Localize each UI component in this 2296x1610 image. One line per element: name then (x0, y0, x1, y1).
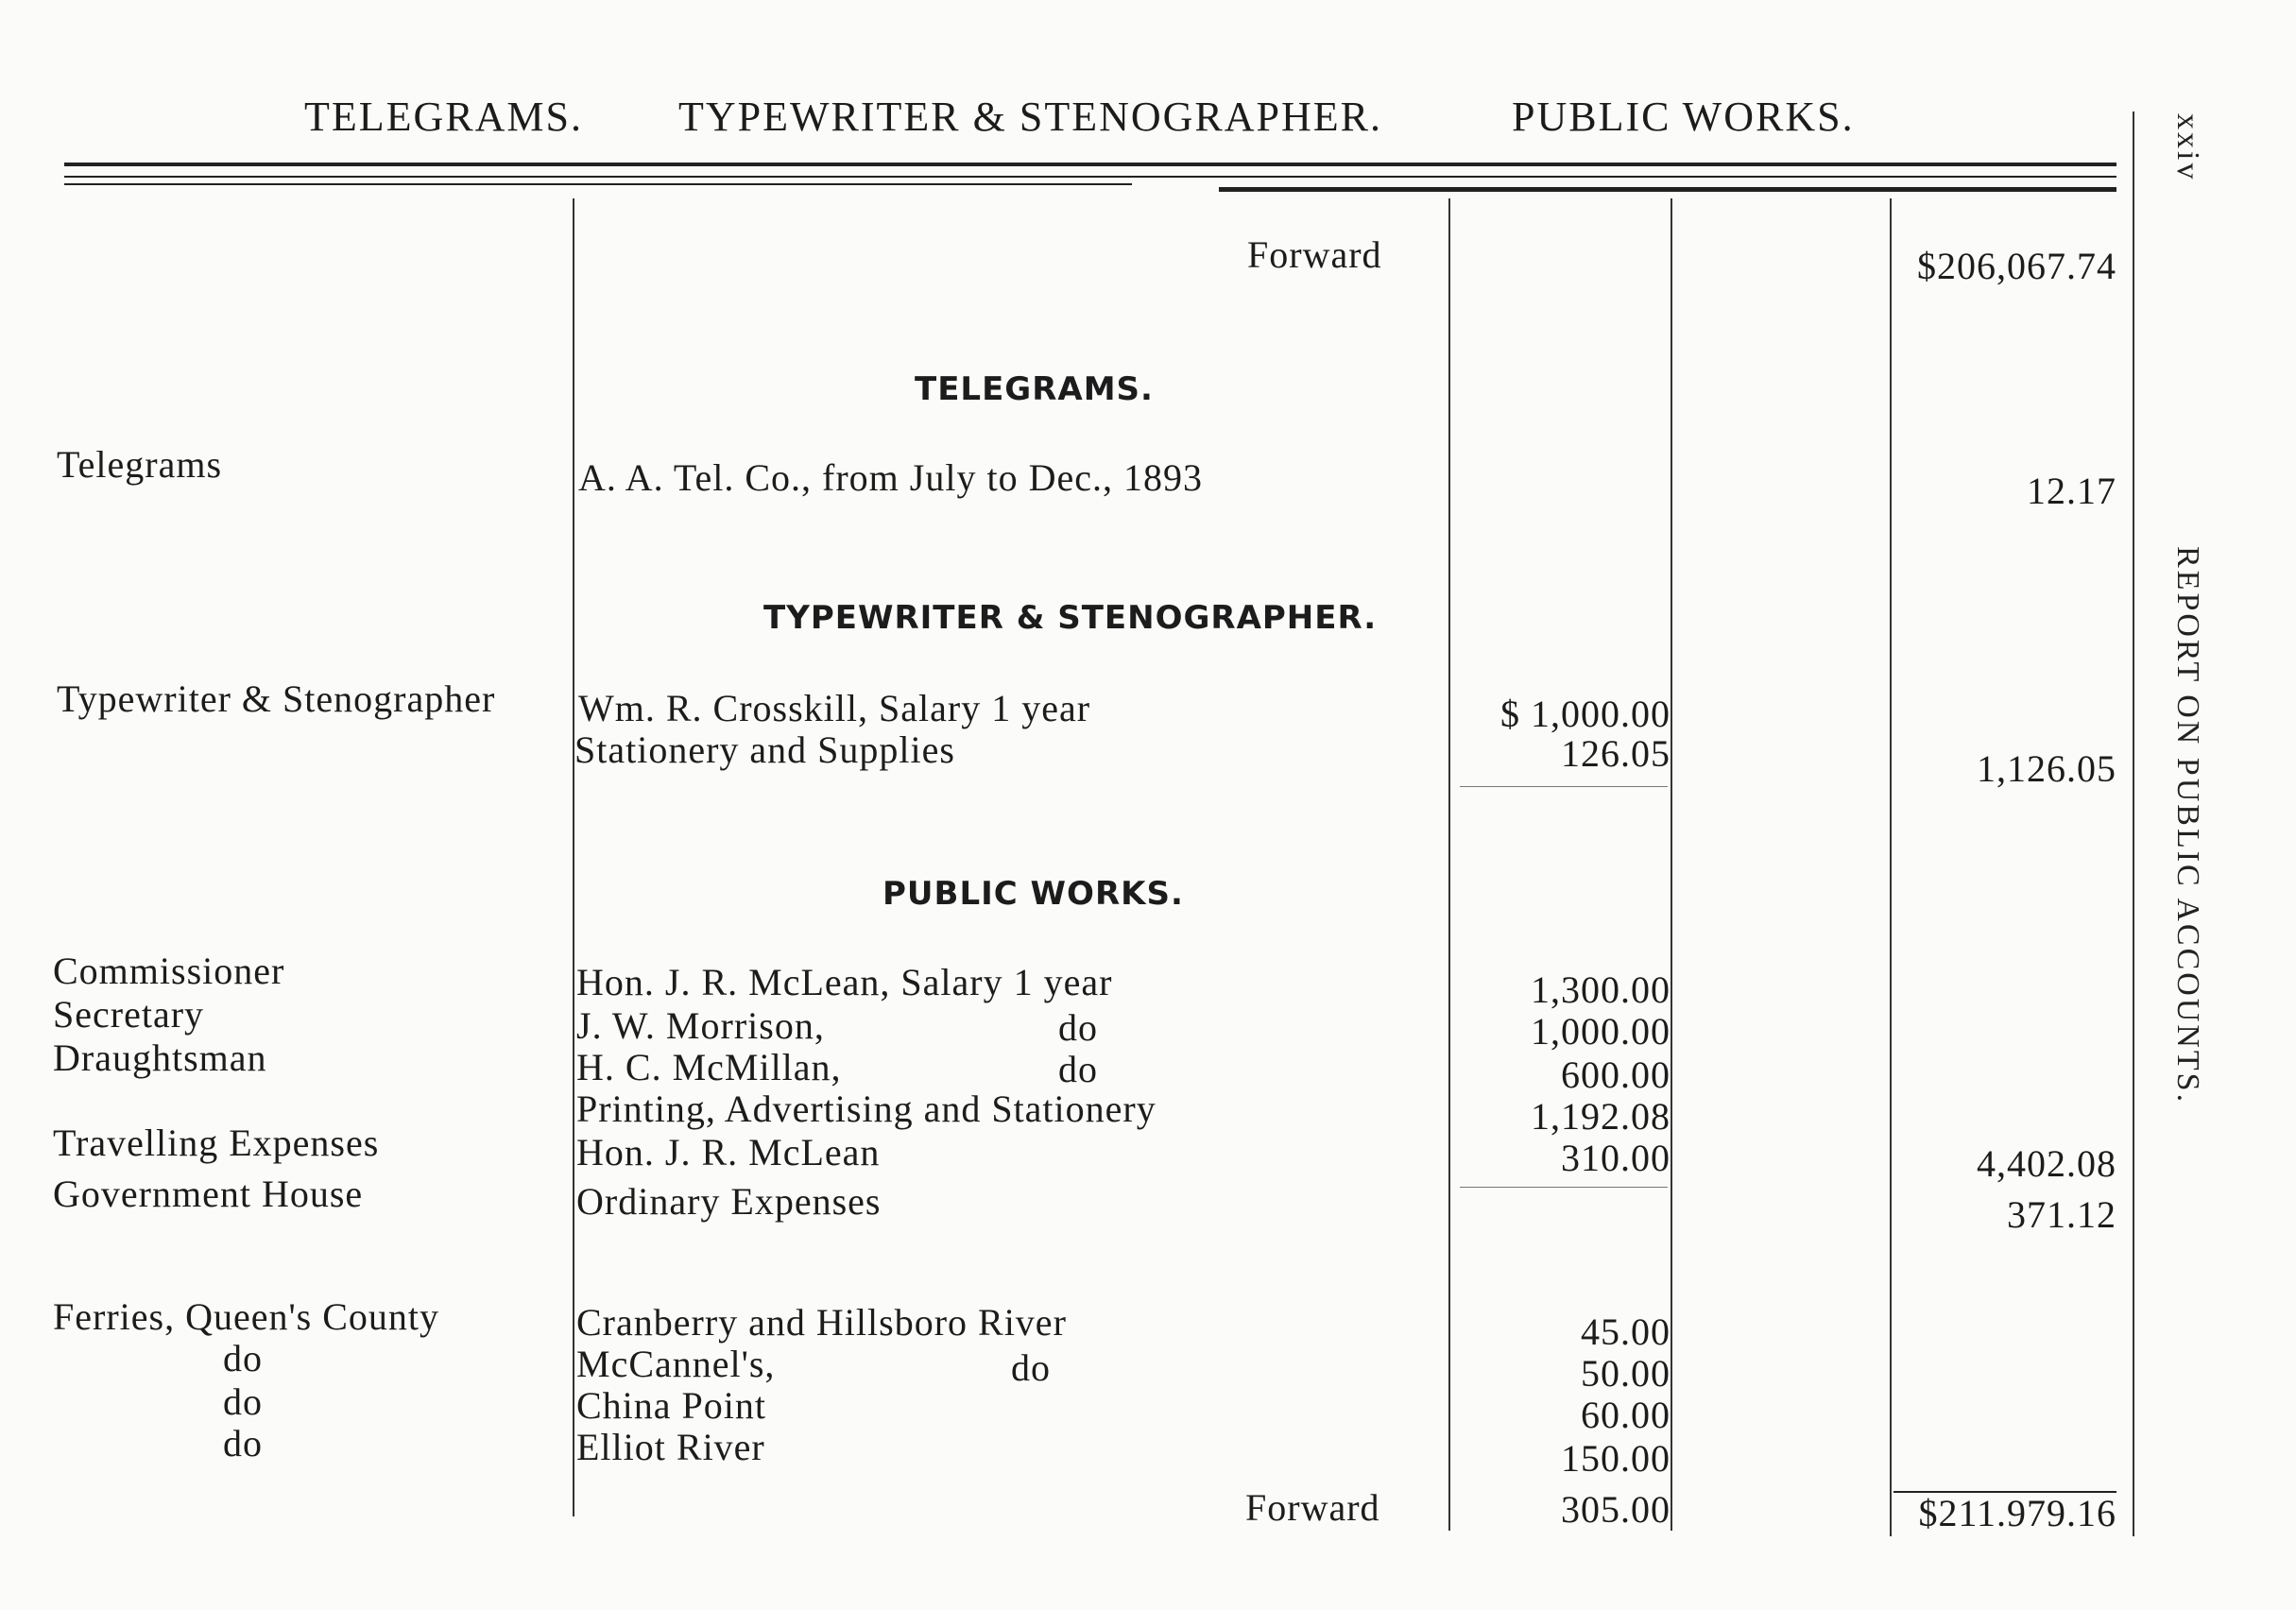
forward-amount-bottom: 305.00 (1561, 1488, 1671, 1531)
amount-typewriter-1: 126.05 (1561, 732, 1671, 775)
description-ferries-3: Elliot River (576, 1426, 765, 1468)
column-rule-description (573, 198, 574, 1516)
header-rule-thick (64, 163, 2116, 166)
total-public-works: 4,402.08 (1977, 1142, 2116, 1185)
amount-public-works-1: 1,000.00 (1531, 1010, 1671, 1053)
category-ferries-0: Ferries, Queen's County (53, 1295, 440, 1338)
forward-total-top: $206,067.74 (1917, 245, 2116, 287)
right-border-line (2133, 111, 2134, 1536)
total-typewriter: 1,126.05 (1977, 747, 2116, 790)
description-public-works-4: Hon. J. R. McLean (576, 1131, 881, 1173)
description-ferries-0: Cranberry and Hillsboro River (576, 1301, 1067, 1344)
running-head-telegrams: TELEGRAMS. (304, 94, 583, 140)
section-heading-telegrams: TELEGRAMS. (915, 370, 1154, 408)
category-ferries-2: do (223, 1380, 263, 1423)
column-rule-amount-right (1671, 198, 1672, 1531)
description-public-works-2: H. C. McMillan, (576, 1046, 842, 1088)
category-ferries-1: do (223, 1337, 263, 1379)
total-government-house: 371.12 (2007, 1193, 2116, 1236)
total-telegrams: 12.17 (2027, 470, 2116, 512)
category-ferries-3: do (223, 1422, 263, 1464)
category-public-works-2: Draughtsman (53, 1036, 267, 1079)
header-rule-left (64, 183, 1132, 185)
subtotal-rule-public-works (1460, 1187, 1668, 1188)
category-typewriter: Typewriter & Stenographer (57, 677, 496, 720)
section-heading-typewriter: TYPEWRITER & STENOGRAPHER. (763, 599, 1378, 637)
forward-label-bottom: Forward (1245, 1486, 1380, 1529)
section-heading-public-works: PUBLIC WORKS. (882, 875, 1184, 913)
report-title: REPORT ON PUBLIC ACCOUNTS. (2170, 546, 2205, 1105)
amount-typewriter-0: $ 1,000.00 (1500, 693, 1671, 735)
amount-public-works-0: 1,300.00 (1531, 968, 1671, 1011)
description-public-works-1: J. W. Morrison, (576, 1004, 825, 1047)
amount-ferries-3: 150.00 (1561, 1437, 1671, 1480)
category-government-house: Government House (53, 1173, 364, 1215)
forward-label-top: Forward (1247, 233, 1382, 276)
forward-total-bottom: $211.979.16 (1918, 1492, 2116, 1534)
description-ferries-1: McCannel's, (576, 1343, 776, 1385)
ditto-ferries-1: do (1011, 1346, 1051, 1389)
column-rule-total-left (1890, 198, 1892, 1536)
amount-public-works-3: 1,192.08 (1531, 1095, 1671, 1138)
ditto-public-works-1: do (1058, 1006, 1098, 1049)
description-public-works-3: Printing, Advertising and Stationery (576, 1088, 1157, 1130)
category-public-works-4: Travelling Expenses (53, 1122, 380, 1164)
amount-ferries-0: 45.00 (1581, 1310, 1671, 1353)
subtotal-rule-typewriter (1460, 786, 1668, 787)
amount-public-works-4: 310.00 (1561, 1137, 1671, 1179)
page-number: xxiv (2170, 113, 2205, 182)
header-rule-right (1219, 187, 2116, 192)
description-typewriter-0: Wm. R. Crosskill, Salary 1 year (578, 687, 1091, 729)
running-head-typewriter: TYPEWRITER & STENOGRAPHER. (678, 94, 1382, 140)
column-rule-amount-left (1448, 198, 1450, 1531)
category-public-works-0: Commissioner (53, 950, 285, 992)
amount-ferries-1: 50.00 (1581, 1352, 1671, 1395)
ditto-public-works-2: do (1058, 1048, 1098, 1090)
running-head-public-works: PUBLIC WORKS. (1512, 94, 1855, 140)
amount-public-works-2: 600.00 (1561, 1053, 1671, 1096)
category-public-works-1: Secretary (53, 993, 205, 1036)
category-telegrams: Telegrams (57, 443, 223, 486)
amount-ferries-2: 60.00 (1581, 1394, 1671, 1436)
header-rule-thin (64, 176, 2116, 178)
description-typewriter-1: Stationery and Supplies (574, 728, 955, 771)
description-public-works-0: Hon. J. R. McLean, Salary 1 year (576, 961, 1113, 1003)
description-ferries-2: China Point (576, 1384, 767, 1427)
description-government-house: Ordinary Expenses (576, 1180, 882, 1223)
description-telegrams: A. A. Tel. Co., from July to Dec., 1893 (578, 456, 1203, 499)
